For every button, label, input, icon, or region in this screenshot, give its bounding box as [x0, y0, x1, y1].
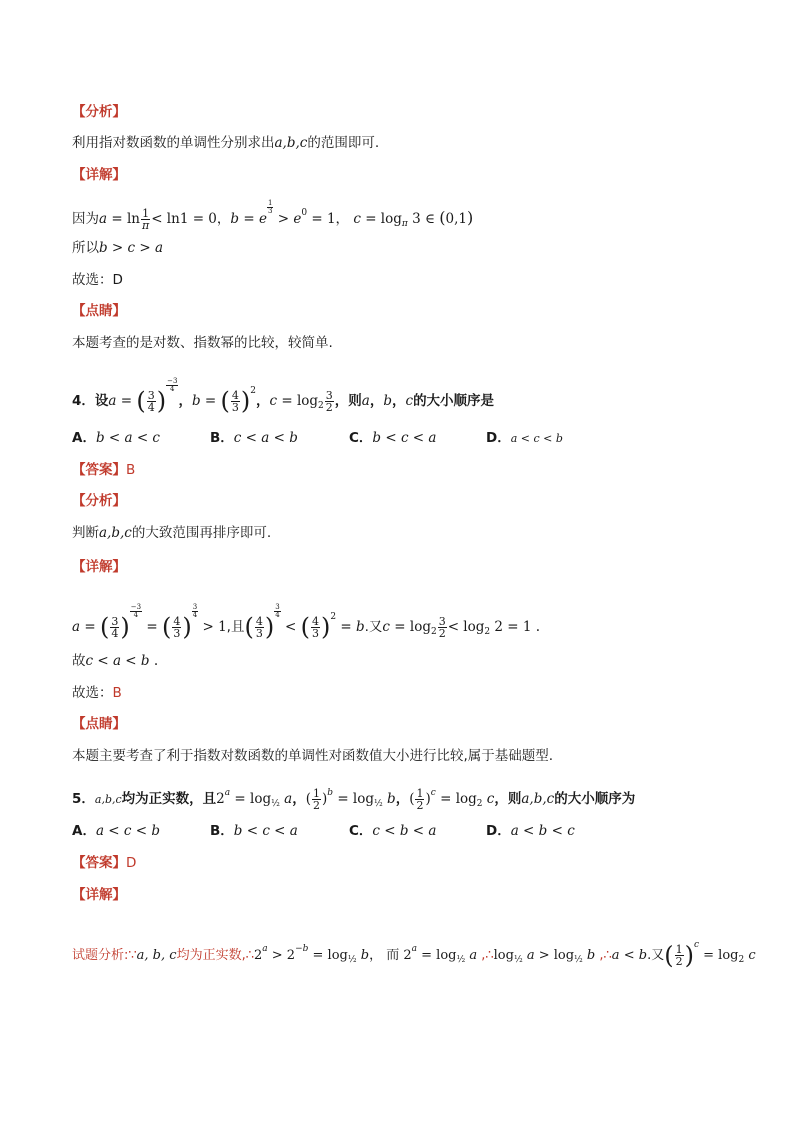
q4-option-d: D．a < c < b	[486, 430, 563, 446]
q5-answer: 【答案】D	[72, 855, 137, 871]
q3-detail-line: 因为a = ln $\frac{1}{\pi}$ < ln1 = 0，b = e $\frac{1}{3}$ > $e^0 = 1$， $c = \log_\pi 3$ ∈ (0,1)	[72, 199, 474, 232]
q4-stem: 4．设a = ( $\frac{3}{4}$ ) $\frac{-3}{4}$ ，b = ( $\frac{4}{3}$ )$^2$，$c = \log_2$ $\frac{3}{2}$ ，则a，b，c的大小顺序是	[72, 377, 495, 415]
q5-option-a: A．a < c < b	[72, 823, 160, 839]
q4-option-b: B．c < a < b	[210, 430, 298, 446]
q3-comment: 本题考查的是对数、指数幂的比较，较简单.	[72, 335, 333, 351]
q5-option-b: B．b < c < a	[210, 823, 298, 839]
q5-option-c: C．c < b < a	[349, 823, 437, 839]
q4-comment: 本题主要考查了利于指数对数函数的单调性对函数值大小进行比较,属于基础题型.	[72, 748, 554, 764]
q4-detail-line: a = ( $\frac{3}{4}$ ) $\frac{-3}{4}$ = ( $\frac{4}{3}$ ) $\frac{3}{4}$ > 1,且( $\frac{4}{3}$ ) $\frac{3}{4}$ < ( $\frac{4}{3}$ )$^2$ = b.又$c = \log_2$ $\frac{3}{2}$ < $\log_2 2 = 1$ .	[72, 603, 541, 641]
q5-stem: 5．a,b,c均为正实数，且$2^a = \log_{\frac{1}{2}} a$，( $\frac{1}{2}$ )$^b = \log_{\frac{1}{2}} b$，( $\frac{1}{2}$ )$^c = \log_2 c$，则a,b,c的大小顺序为	[72, 786, 636, 812]
detail-tag: 【详解】	[72, 167, 126, 183]
q4-result: 故c < a < b .	[72, 653, 159, 669]
q5-detail-line: 试题分析:∵a, b, c均为正实数$,\therefore 2^a > 2^{-b} = \log_{\frac{1}{2}} b$， 而 $2^a = \log_{\frac{1}{2}} a$ $,\therefore\log_{\frac{1}{2}}$ $a > \log_{\frac{1}{2}} b$ ,∴a < b.又( $\frac{1}{2}$ )$^c = \log_2 c$	[72, 940, 756, 970]
q4-option-c: C．b < c < a	[349, 430, 437, 446]
q4-answer: 【答案】B	[72, 462, 136, 478]
q4-comment-tag: 【点睛】	[72, 716, 126, 732]
q3-analysis-line: 利用指对数函数的单调性分别求出a,b,c的范围即可.	[72, 135, 380, 151]
q3-conclusion: 所以b > c > a	[72, 240, 164, 256]
q4-detail-tag: 【详解】	[72, 559, 126, 575]
q4-option-a: A．b < a < c	[72, 430, 160, 446]
q4-choice: 故选：B	[72, 685, 122, 701]
analysis-tag: 【分析】	[72, 104, 126, 120]
q5-detail-tag: 【详解】	[72, 887, 126, 903]
comment-tag: 【点睛】	[72, 303, 126, 319]
q4-analysis-tag: 【分析】	[72, 493, 126, 509]
q3-choice: 故选：D	[72, 272, 123, 288]
q4-analysis-line: 判断a,b,c的大致范围再排序即可.	[72, 525, 272, 541]
q5-option-d: D．a < b < c	[486, 823, 575, 839]
